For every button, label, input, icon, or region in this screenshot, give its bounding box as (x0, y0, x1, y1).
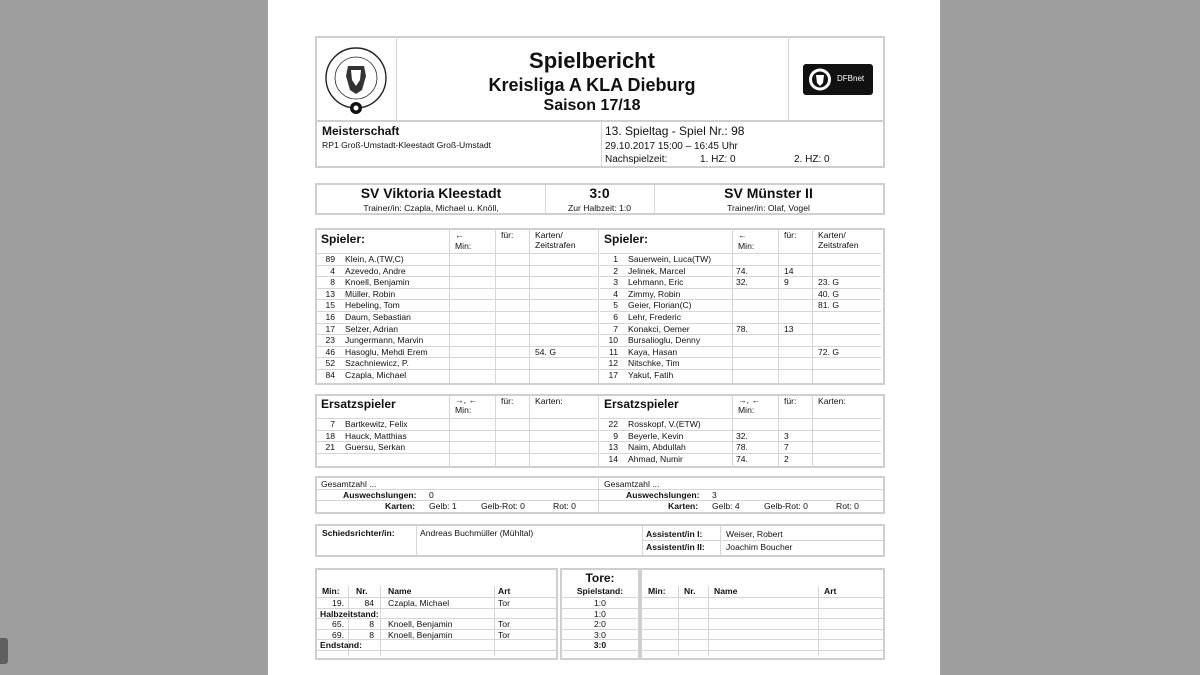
away-yellow-count: Gelb: 4 (712, 501, 740, 511)
player-name: Geier, Florian(C) (628, 300, 692, 311)
player-name: Selzer, Adrian (345, 323, 399, 334)
away-red-count: Rot: 0 (836, 501, 859, 511)
goal-running-score: 3:0 (593, 640, 607, 651)
goals-name-header: Name (388, 586, 412, 596)
player-number: 46 (325, 346, 335, 357)
away-goals-min-header: Min: (648, 586, 666, 596)
away-for-header: für: (784, 230, 797, 240)
home-min-header: Min: (455, 241, 472, 251)
sub-for: 3 (784, 430, 789, 441)
season: Saison 17/18 (543, 97, 641, 114)
away-goals-art-header: Art (824, 586, 837, 596)
player-name: Daum, Sebastian (345, 312, 411, 322)
hfv-logo-icon (320, 40, 392, 118)
goal-minute: 19. (332, 598, 344, 608)
goals-title: Tore: (585, 571, 615, 585)
sub-name: Guersu, Serkan (345, 442, 406, 453)
sub-number: 13 (608, 442, 618, 453)
sub-for: 7 (784, 442, 789, 453)
player-name: Szachniewicz, P. (345, 358, 409, 369)
player-cards: 72. G (818, 346, 840, 357)
report-sheet (268, 0, 940, 675)
player-number: 5 (613, 300, 618, 311)
away-subs-cards-header: Karten: (818, 396, 846, 406)
goal-minute: 65. (332, 619, 344, 630)
sub-minute: 78. (736, 442, 748, 453)
goal-running-score: 3:0 (594, 629, 606, 640)
home-subs-count-label: Auswechslungen: (343, 490, 417, 500)
sub-name: Bartkewitz, Felix (345, 419, 408, 429)
away-coach: Trainer/in: Olaf, Vogel (727, 203, 810, 213)
player-number: 7 (613, 323, 618, 334)
player-name: Knoell, Benjamin (345, 277, 410, 288)
player-name: Kaya, Hasan (628, 346, 678, 357)
hfv-logo-text: HESSISCHER FUSSBALL VERBAND (328, 27, 396, 32)
sub-name: Beyerle, Kevin (628, 430, 684, 441)
scrollbar-handle[interactable] (0, 638, 8, 664)
player-number: 3 (613, 277, 618, 288)
assistant2-label: Assistent/in II: (646, 542, 705, 552)
sub-number: 21 (325, 442, 335, 453)
dfbnet-text: DFBnet (837, 74, 865, 83)
away-cards-header-1: Karten/ (818, 230, 846, 240)
player-name: Lehr, Frederic (628, 312, 682, 322)
home-subs-for-header: für: (501, 396, 514, 406)
goal-type: Tor (498, 619, 510, 630)
away-subs-count-label: Auswechslungen: (626, 490, 700, 500)
player-name: Sauerwein, Luca(TW) (628, 254, 712, 264)
dfb-eagle-icon (807, 67, 833, 92)
home-yellowred-count: Gelb-Rot: 0 (481, 501, 525, 511)
player-number: 17 (608, 370, 618, 380)
goal-running-score: 1:0 (594, 598, 606, 608)
assistant1-label: Assistent/in I: (646, 529, 703, 539)
home-cards-header-1: Karten/ (535, 230, 563, 240)
matchday: 13. Spieltag - Spiel Nr.: 98 (605, 124, 745, 138)
home-subs-cards-header: Karten: (535, 396, 563, 406)
sub-name: Hauck, Matthias (345, 430, 407, 441)
player-name: Hebeling, Tom (345, 300, 400, 311)
extra-time-label: Nachspielzeit: (605, 154, 668, 165)
player-number: 10 (608, 335, 618, 346)
player-name: Klein, A.(TW,C) (345, 254, 404, 264)
match-datetime: 29.10.2017 15:00 – 16:45 Uhr (605, 141, 738, 152)
away-out-arrow: ← (738, 230, 747, 240)
venue: RP1 Groß-Umstadt-Kleestadt Groß-Umstadt (322, 140, 492, 150)
referee-name: Andreas Buchmüller (Mühltal) (420, 528, 534, 538)
final-score: 3:0 (589, 185, 610, 201)
goals-nr-header: Nr. (356, 586, 368, 596)
player-number: 6 (613, 312, 618, 322)
home-out-arrow: ← (455, 230, 464, 240)
sub-for: 2 (784, 453, 789, 464)
goal-type: Tor (498, 629, 510, 640)
sub-number: 14 (608, 453, 618, 464)
sub-minute: 74. (736, 453, 748, 464)
away-subs-min-header: Min: (738, 405, 755, 415)
player-cards: 54. G (535, 346, 557, 357)
player-name: Konakci, Oemer (628, 323, 690, 334)
player-number: 2 (613, 265, 618, 276)
player-number: 8 (330, 277, 335, 288)
player-cards: 81. G (818, 300, 840, 311)
player-name: Hasoglu, Mehdi Erem (345, 346, 428, 357)
player-number: 16 (325, 312, 335, 322)
player-sub-minute: 74. (736, 265, 748, 276)
player-name: Lehmann, Eric (628, 277, 684, 288)
assistant1-name: Weiser, Robert (726, 529, 783, 539)
page-title: Spielbericht (529, 48, 655, 73)
sub-name: Naim, Abdullah (628, 442, 686, 453)
away-goals-nr-header: Nr. (684, 586, 696, 596)
goals-art-header: Art (498, 586, 511, 596)
sub-minute: 32. (736, 430, 748, 441)
player-name: Müller, Robin (345, 288, 396, 299)
home-red-count: Rot: 0 (553, 501, 576, 511)
player-sub-for: 14 (784, 265, 794, 276)
goals-right-box (640, 568, 885, 660)
player-number: 13 (325, 288, 335, 299)
sub-number: 7 (330, 419, 335, 429)
player-number: 4 (330, 265, 335, 276)
competition: Meisterschaft (322, 124, 400, 138)
away-cards-header-2: Zeitstrafen (818, 240, 859, 250)
home-coach: Trainer/in: Czapla, Michael u. Knöll, (363, 203, 499, 213)
away-players-header: Spieler: (604, 232, 649, 246)
goal-player-name: Knoell, Benjamin (388, 619, 453, 630)
goal-player-number: 84 (364, 598, 374, 608)
home-subs-min-header: Min: (455, 405, 472, 415)
player-number: 89 (325, 254, 335, 264)
sub-number: 9 (613, 430, 618, 441)
player-number: 23 (325, 335, 335, 346)
referee-label: Schiedsrichter/in: (322, 528, 395, 538)
player-number: 11 (609, 346, 618, 357)
home-in-arrows: →, ← (455, 395, 477, 405)
goal-player-number: 8 (369, 619, 374, 630)
league-name: Kreisliga A KLA Dieburg (488, 75, 696, 95)
away-cards-label: Karten: (668, 501, 699, 511)
away-yellowred-count: Gelb-Rot: 0 (764, 501, 808, 511)
player-number: 17 (325, 323, 335, 334)
player-name: Nitschke, Tim (628, 358, 680, 369)
away-subs-header: Ersatzspieler (604, 397, 679, 411)
away-subs-count: 3 (712, 490, 717, 500)
goals-score-header: Spielstand: (576, 586, 624, 596)
extra-time-first-half: 1. HZ: 0 (700, 154, 736, 165)
player-name: Jungermann, Marvin (345, 335, 424, 346)
home-cards-label: Karten: (385, 501, 416, 511)
goal-player-name: Czapla, Michael (388, 598, 450, 608)
player-number: 84 (325, 370, 335, 380)
away-in-arrows: →, ← (738, 395, 760, 405)
goal-minute: 69. (332, 629, 344, 640)
player-sub-for: 9 (784, 277, 789, 288)
goal-type: Tor (498, 598, 510, 608)
player-name: Yakut, Fatih (628, 370, 674, 380)
goals-min-header: Min: (322, 586, 340, 596)
sub-name: Ahmad, Numir (628, 453, 683, 464)
home-totals-label: Gesamtzahl ... (321, 479, 377, 489)
dfbnet-logo (803, 64, 873, 95)
player-number: 1 (613, 254, 618, 264)
home-yellow-count: Gelb: 1 (429, 501, 457, 511)
player-name: Czapla, Michael (345, 370, 407, 380)
player-name: Bursalioglu, Denny (628, 335, 701, 346)
sub-number: 18 (325, 430, 335, 441)
away-goals-name-header: Name (714, 586, 738, 596)
player-sub-minute: 78. (736, 323, 748, 334)
player-cards: 23. G (818, 277, 840, 288)
halftime-score: Zur Halbzeit: 1:0 (567, 203, 632, 213)
player-number: 15 (325, 300, 335, 311)
away-min-header: Min: (738, 241, 755, 251)
home-subs-count: 0 (429, 490, 434, 500)
player-number: 52 (325, 358, 335, 369)
home-cards-header-2: Zeitstrafen (535, 240, 576, 250)
home-subs-header: Ersatzspieler (321, 397, 396, 411)
away-team: SV Münster II (724, 185, 813, 201)
goal-running-score: 2:0 (594, 619, 606, 630)
goal-running-score: 1:0 (594, 608, 606, 619)
sub-number: 22 (608, 419, 618, 429)
extra-time-second-half: 2. HZ: 0 (794, 154, 830, 165)
home-players-header: Spieler: (321, 232, 366, 246)
player-name: Jelinek, Marcel (628, 265, 686, 276)
goal-player-number: 8 (369, 629, 374, 640)
home-for-header: für: (501, 230, 514, 240)
home-team: SV Viktoria Kleestadt (360, 185, 502, 201)
player-name: Azevedo, Andre (345, 265, 406, 276)
assistant2-name: Joachim Boucher (726, 542, 793, 552)
away-totals-label: Gesamtzahl ... (604, 479, 660, 489)
halftime-label: Halbzeitstand: (320, 608, 379, 619)
goal-player-name: Knoell, Benjamin (388, 629, 453, 640)
player-sub-minute: 32. (736, 277, 748, 288)
sub-name: Rosskopf, V.(ETW) (628, 419, 701, 429)
final-label: Endstand: (320, 640, 363, 651)
player-cards: 40. G (818, 288, 840, 299)
player-sub-for: 13 (784, 323, 794, 334)
away-subs-for-header: für: (784, 396, 797, 406)
player-number: 12 (608, 358, 618, 369)
player-name: Zimmy, Robin (628, 288, 681, 299)
player-number: 4 (613, 288, 618, 299)
